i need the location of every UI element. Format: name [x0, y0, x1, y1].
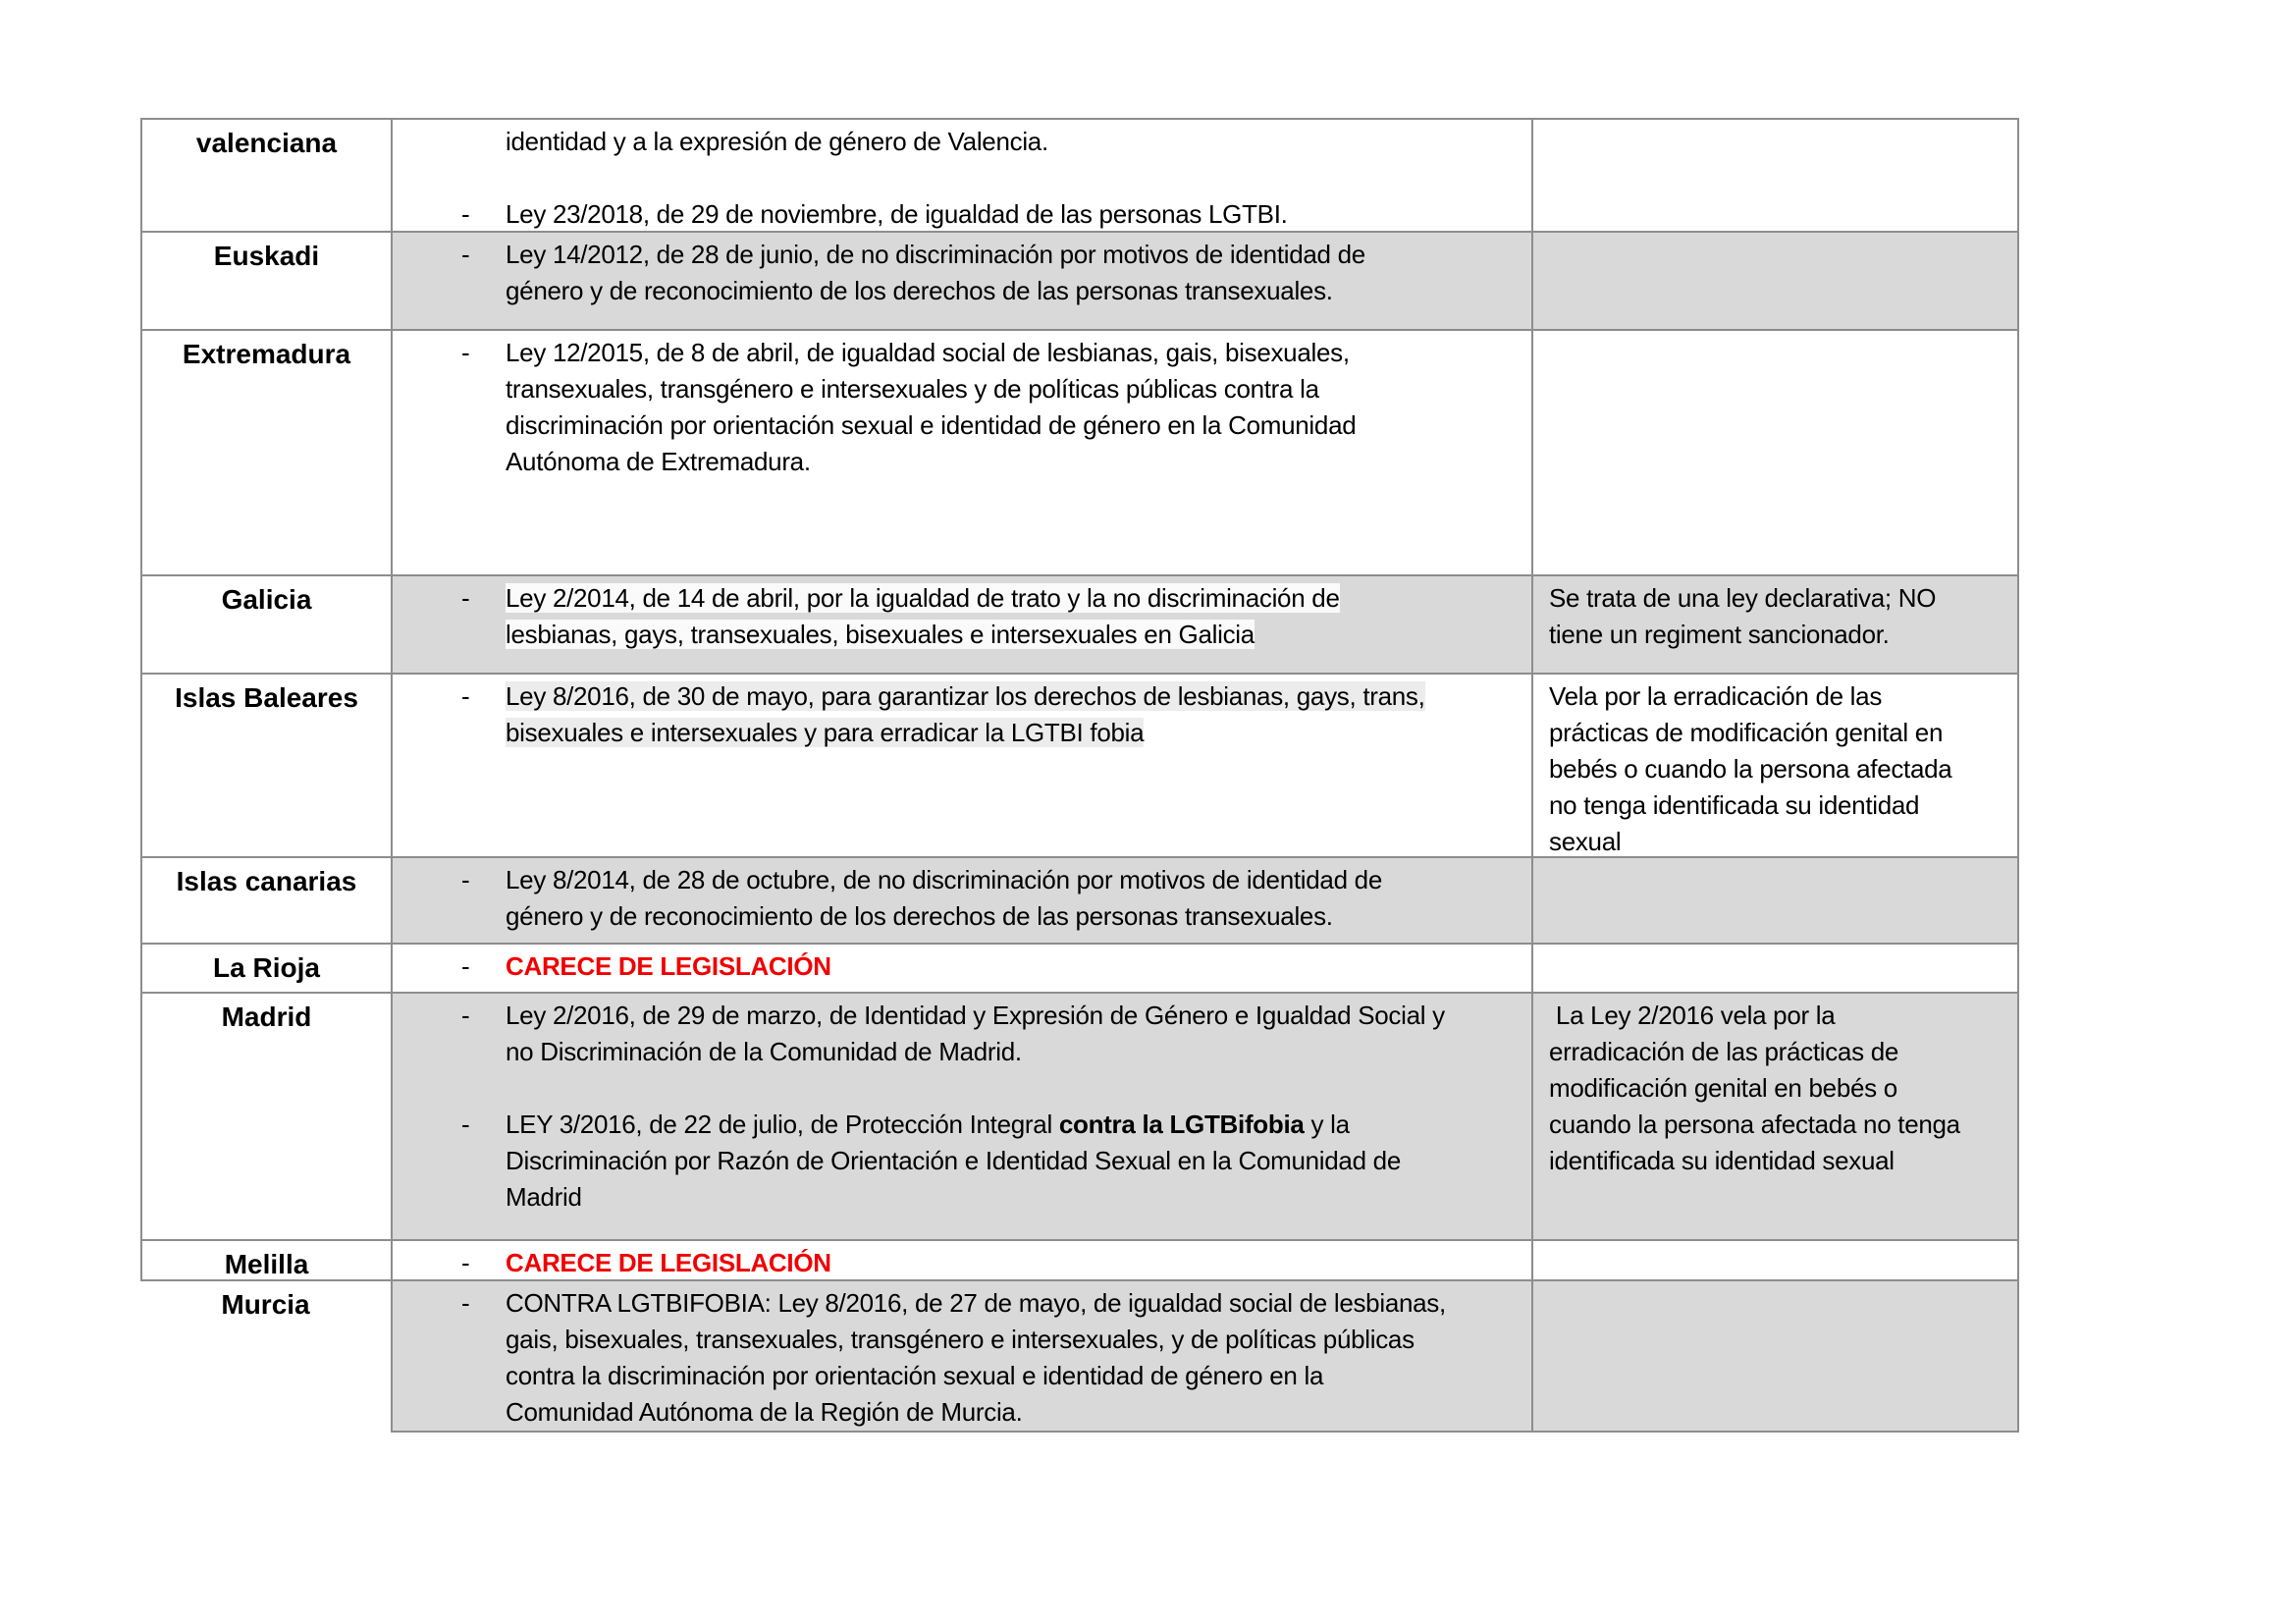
text-segment: CONTRA LGTBIFOBIA: Ley 8/2016, de 27 de mayo, de igualdad social de lesbianas, [506, 1288, 1446, 1318]
legislation-cell [393, 675, 1531, 856]
notes-cell [1531, 1281, 2019, 1433]
text-segment: Ley 2/2016, de 29 de marzo, de Identidad y Expresión de Género e Igualdad Social y [506, 1001, 1445, 1030]
legislation-line [393, 1285, 1531, 1322]
region-cell [140, 994, 393, 1239]
text-segment: y la [1304, 1110, 1350, 1139]
region-cell [140, 331, 393, 574]
region-name: Murcia [221, 1289, 310, 1320]
legislation-cell [393, 994, 1531, 1239]
region-name: Euskadi [213, 241, 320, 271]
legislation-line [393, 898, 1531, 935]
legislation-table [140, 118, 2019, 1433]
legislation-line [393, 335, 1531, 371]
region-name: Islas canarias [176, 866, 357, 896]
list-dash-marker: - [461, 1001, 470, 1030]
list-dash-marker: - [461, 1288, 470, 1318]
notes-cell [1531, 858, 2019, 943]
table-row [140, 856, 2019, 943]
region-cell [140, 675, 393, 856]
text-segment: Ley 23/2018, de 29 de noviembre, de igualdad de las personas LGTBI. [506, 199, 1288, 229]
notes-cell [1531, 576, 2019, 673]
legislation-line [393, 948, 1531, 985]
region-cell [140, 576, 393, 673]
text-segment: Ley 8/2016, de 30 de mayo, para garantizar los derechos de lesbianas, gays, trans, [506, 681, 1425, 711]
legislation-line [393, 124, 1531, 160]
note-line: modificación genital en bebés o [1549, 1073, 1897, 1103]
list-dash-marker: - [461, 1110, 470, 1139]
notes-cell [1531, 1241, 2019, 1279]
table-row [140, 574, 2019, 673]
table-row [140, 1239, 2019, 1279]
list-dash-marker: - [461, 199, 470, 229]
table-row [140, 943, 2019, 992]
legislation-line [393, 1358, 1531, 1394]
legislation-cell [393, 945, 1531, 992]
table-row [140, 673, 2019, 856]
region-cell [140, 120, 393, 231]
list-dash-marker: - [461, 681, 470, 711]
note-line: Vela por la erradicación de las [1549, 681, 1883, 711]
legislation-line [393, 1107, 1531, 1143]
text-segment: Ley 2/2014, de 14 de abril, por la igualdad de trato y la no discriminación de [506, 583, 1340, 613]
legislation-line [393, 1322, 1531, 1358]
list-dash-marker: - [461, 865, 470, 894]
text-segment: Ley 12/2015, de 8 de abril, de igualdad social de lesbianas, gais, bisexuales, [506, 338, 1350, 367]
blank-line [393, 1070, 1531, 1107]
table-row [140, 1279, 2019, 1433]
legislation-line [393, 237, 1531, 273]
note-line: cuando la persona afectada no tenga [1549, 1110, 1960, 1139]
legislation-line [393, 998, 1531, 1034]
blank-line [393, 160, 1531, 196]
region-cell [140, 858, 393, 943]
text-segment: gais, bisexuales, transexuales, transgénero e intersexuales, y de políticas públicas [506, 1325, 1415, 1354]
legislation-line [393, 1179, 1531, 1216]
legislation-line [393, 678, 1531, 715]
legislation-line [393, 1394, 1531, 1431]
table-row [140, 118, 2019, 231]
legislation-line [393, 1245, 1531, 1279]
legislation-cell [393, 1281, 1531, 1433]
region-cell [140, 1241, 393, 1279]
note-line: La Ley 2/2016 vela por la [1549, 1001, 1836, 1030]
region-cell [140, 1281, 393, 1433]
region-name: Islas Baleares [175, 682, 358, 713]
legislation-line [393, 715, 1531, 751]
legislation-line [393, 444, 1531, 480]
legislation-cell [393, 1241, 1531, 1279]
text-segment: Madrid [506, 1182, 582, 1212]
text-segment: LEY 3/2016, de 22 de julio, de Protección Integral [506, 1110, 1059, 1139]
legislation-line [393, 407, 1531, 444]
text-segment: discriminación por orientación sexual e identidad de género en la Comunidad [506, 410, 1357, 440]
notes-cell [1531, 675, 2019, 856]
text-segment: género y de reconocimiento de los derechos de las personas transexuales. [506, 901, 1333, 931]
legislation-cell [393, 120, 1531, 231]
notes-cell [1531, 120, 2019, 231]
region-name: Madrid [221, 1001, 312, 1032]
legislation-cell [393, 233, 1531, 329]
legislation-cell [393, 858, 1531, 943]
legislation-cell [393, 576, 1531, 673]
text-segment: Autónoma de Extremadura. [506, 447, 811, 476]
legislation-cell [393, 331, 1531, 574]
text-segment: Comunidad Autónoma de la Región de Murcia. [506, 1397, 1023, 1427]
text-segment: no Discriminación de la Comunidad de Madrid. [506, 1037, 1022, 1066]
list-dash-marker: - [461, 951, 470, 981]
table-row [140, 992, 2019, 1239]
list-dash-marker: - [461, 240, 470, 269]
list-dash-marker: - [461, 338, 470, 367]
note-line: no tenga identificada su identidad [1549, 790, 1920, 820]
legislation-line [393, 617, 1531, 653]
note-line: erradicación de las prácticas de [1549, 1037, 1899, 1066]
legislation-line [393, 862, 1531, 898]
note-line: tiene un regiment sancionador. [1549, 620, 1890, 649]
legislation-line [393, 371, 1531, 407]
text-segment: Discriminación por Razón de Orientación e Identidad Sexual en la Comunidad de [506, 1146, 1401, 1175]
list-dash-marker: - [461, 583, 470, 613]
region-name: Galicia [221, 584, 312, 615]
region-cell [140, 945, 393, 992]
text-segment: CARECE DE LEGISLACIÓN [506, 951, 831, 981]
region-name: valenciana [195, 128, 338, 158]
text-segment: contra la LGTBifobia [1058, 1110, 1305, 1139]
region-name: Melilla [224, 1249, 309, 1279]
note-line: identificada su identidad sexual [1549, 1146, 1895, 1175]
region-name: La Rioja [213, 952, 320, 983]
text-segment: lesbianas, gays, transexuales, bisexuales e intersexuales en Galicia [506, 620, 1255, 649]
text-segment: CARECE DE LEGISLACIÓN [506, 1248, 831, 1277]
legislation-line [393, 1034, 1531, 1070]
list-dash-marker: - [461, 1248, 470, 1277]
notes-cell [1531, 994, 2019, 1239]
text-segment: género y de reconocimiento de los derechos de las personas transexuales. [506, 276, 1333, 305]
notes-cell [1531, 331, 2019, 574]
text-segment: Ley 8/2014, de 28 de octubre, de no discriminación por motivos de identidad de [506, 865, 1382, 894]
table-row [140, 329, 2019, 574]
note-line: prácticas de modificación genital en [1549, 718, 1944, 747]
text-segment: contra la discriminación por orientación sexual e identidad de género en la [506, 1361, 1324, 1390]
region-cell [140, 233, 393, 329]
text-segment: bisexuales e intersexuales y para erradicar la LGTBI fobia [506, 718, 1145, 747]
region-name: Extremadura [182, 339, 351, 369]
legislation-line [393, 580, 1531, 617]
text-segment: identidad y a la expresión de género de Valencia. [506, 127, 1048, 156]
table-row [140, 231, 2019, 329]
text-segment: Ley 14/2012, de 28 de junio, de no discriminación por motivos de identidad de [506, 240, 1365, 269]
text-segment: transexuales, transgénero e intersexuales y de políticas públicas contra la [506, 374, 1319, 404]
legislation-line [393, 196, 1531, 231]
notes-cell [1531, 945, 2019, 992]
note-line: sexual [1549, 827, 1622, 856]
notes-cell [1531, 233, 2019, 329]
legislation-line [393, 1143, 1531, 1179]
legislation-line [393, 273, 1531, 309]
note-line: Se trata de una ley declarativa; NO [1549, 583, 1937, 613]
note-line: bebés o cuando la persona afectada [1549, 754, 1952, 784]
